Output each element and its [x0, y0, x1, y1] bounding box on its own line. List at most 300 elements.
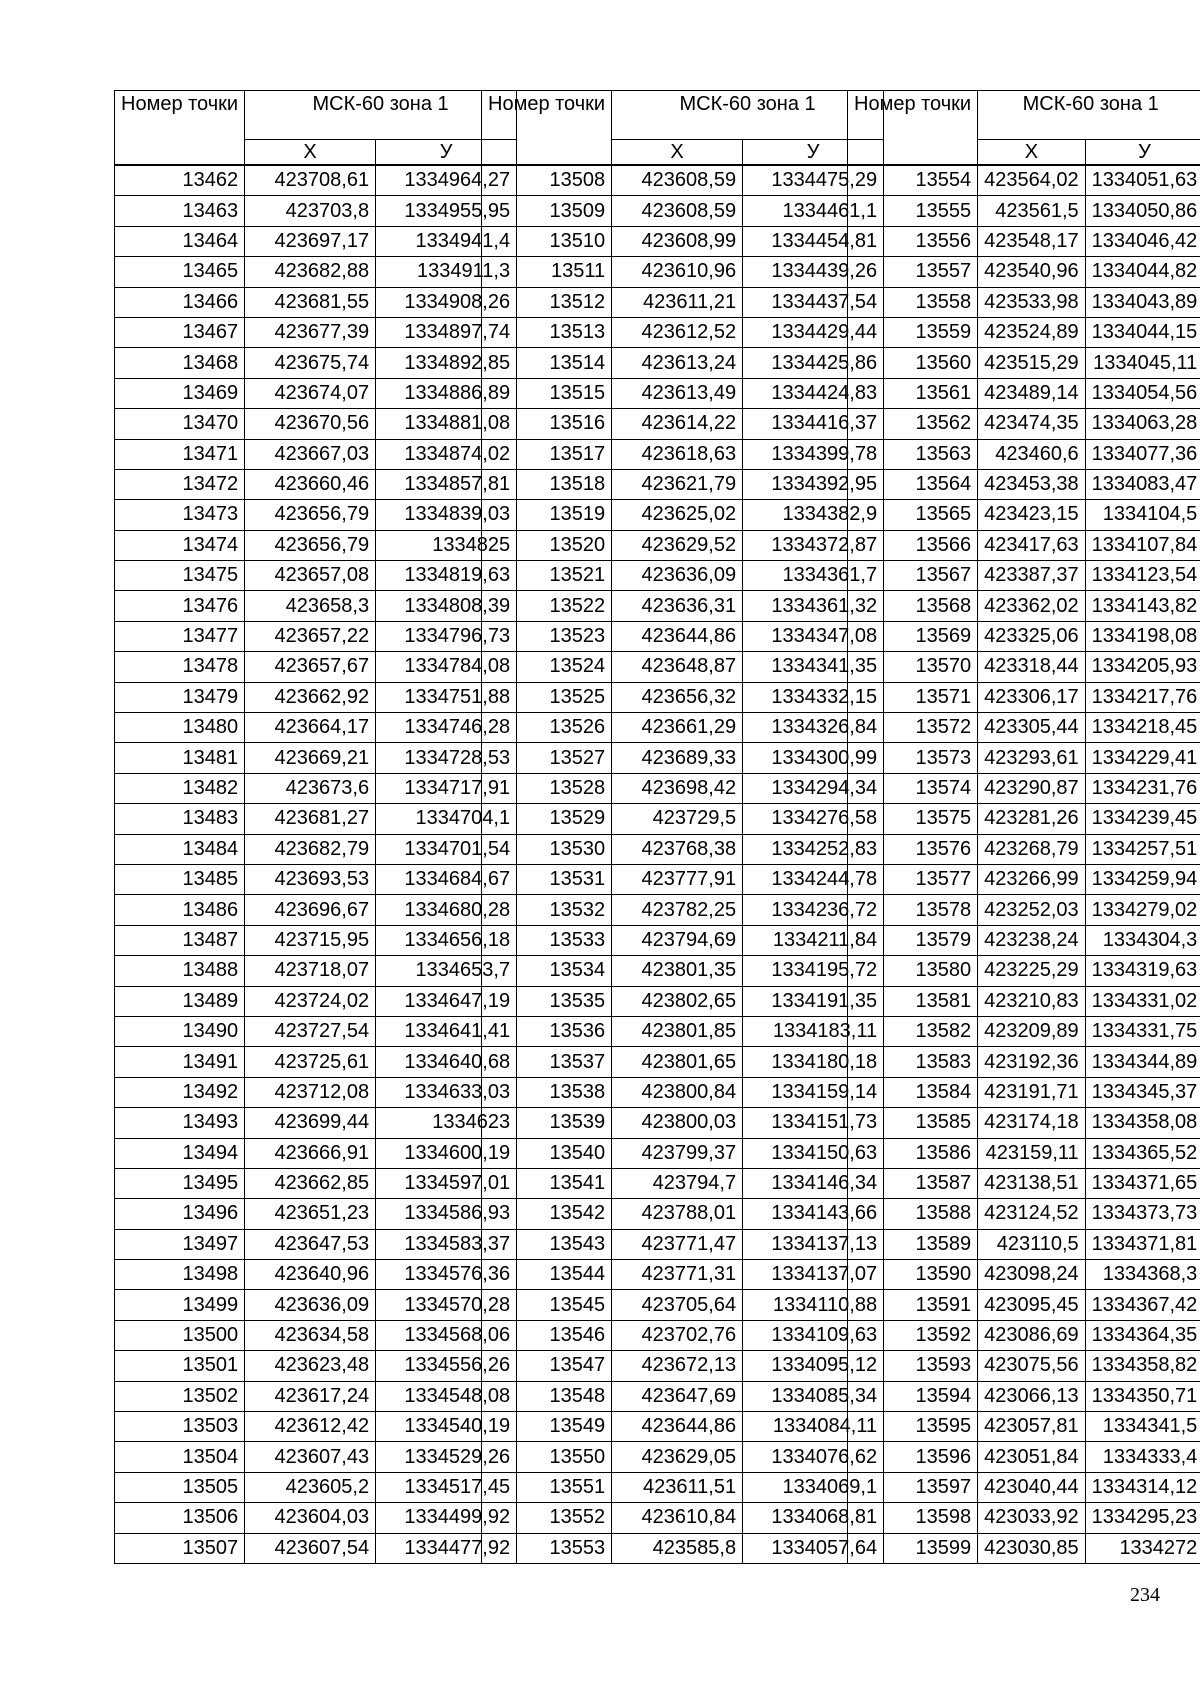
table-row — [482, 500, 884, 530]
x-coordinate-cell: 423387,37 — [978, 561, 1086, 591]
y-coordinate-cell: 1334326,84 — [743, 713, 884, 743]
y-coordinate-cell: 1334063,28 — [1085, 409, 1200, 439]
x-coordinate-cell: 423648,87 — [612, 652, 743, 682]
y-coordinate-cell: 1334314,12 — [1085, 1472, 1200, 1502]
y-coordinate-cell: 1334333,4 — [1085, 1442, 1200, 1472]
x-coordinate-cell: 423605,2 — [245, 1472, 376, 1502]
x-coordinate-cell: 423771,31 — [612, 1260, 743, 1290]
table-row — [115, 1320, 517, 1350]
y-coordinate-cell: 1334239,45 — [1085, 804, 1200, 834]
x-coordinate-cell: 423325,06 — [978, 621, 1086, 651]
x-coordinate-cell: 423453,38 — [978, 469, 1086, 499]
x-coordinate-cell: 423561,5 — [978, 196, 1086, 226]
point-number-cell: 13577 — [848, 864, 978, 894]
table-row — [482, 1229, 884, 1259]
x-coordinate-cell: 423651,23 — [245, 1199, 376, 1229]
point-number-cell: 13590 — [848, 1260, 978, 1290]
point-number-cell: 13522 — [482, 591, 612, 621]
x-coordinate-cell: 423674,07 — [245, 378, 376, 408]
table-row — [848, 378, 1200, 408]
point-number-cell: 13545 — [482, 1290, 612, 1320]
y-coordinate-cell: 1334252,83 — [743, 834, 884, 864]
table-row — [848, 591, 1200, 621]
table-row — [848, 1351, 1200, 1381]
point-number-cell: 13513 — [482, 317, 612, 347]
table-row — [115, 1442, 517, 1472]
y-coordinate-cell: 1334331,75 — [1085, 1016, 1200, 1046]
x-coordinate-cell: 423715,95 — [245, 925, 376, 955]
y-coordinate-cell: 1334083,47 — [1085, 469, 1200, 499]
table-row — [115, 986, 517, 1016]
table-row — [115, 348, 517, 378]
x-coordinate-cell: 423800,84 — [612, 1077, 743, 1107]
point-number-cell: 13505 — [115, 1472, 245, 1502]
point-number-cell: 13515 — [482, 378, 612, 408]
y-coordinate-cell: 1334911,3 — [376, 257, 517, 287]
x-coordinate-cell: 423608,59 — [612, 165, 743, 196]
point-number-cell: 13507 — [115, 1533, 245, 1563]
x-coordinate-cell: 423608,59 — [612, 196, 743, 226]
point-number-cell: 13485 — [115, 864, 245, 894]
y-coordinate-cell: 1334437,54 — [743, 287, 884, 317]
table-row — [482, 287, 884, 317]
table-row — [482, 1503, 884, 1533]
y-column-header: У — [1085, 140, 1200, 166]
y-coordinate-cell: 1334371,81 — [1085, 1229, 1200, 1259]
y-coordinate-cell: 1334751,88 — [376, 682, 517, 712]
table-row — [482, 1290, 884, 1320]
point-number-cell: 13528 — [482, 773, 612, 803]
table-row — [848, 226, 1200, 256]
point-number-cell: 13510 — [482, 226, 612, 256]
point-number-cell: 13490 — [115, 1016, 245, 1046]
point-number-cell: 13476 — [115, 591, 245, 621]
x-coordinate-cell: 423306,17 — [978, 682, 1086, 712]
point-number-cell: 13527 — [482, 743, 612, 773]
table-row — [482, 226, 884, 256]
table-row — [482, 925, 884, 955]
point-number-cell: 13516 — [482, 409, 612, 439]
y-coordinate-cell: 1334367,42 — [1085, 1290, 1200, 1320]
y-coordinate-cell: 1334231,76 — [1085, 773, 1200, 803]
table-row — [482, 409, 884, 439]
y-coordinate-cell: 1334955,95 — [376, 196, 517, 226]
x-coordinate-cell: 423675,74 — [245, 348, 376, 378]
x-coordinate-cell: 423660,46 — [245, 469, 376, 499]
table-row — [482, 378, 884, 408]
table-row — [482, 1138, 884, 1168]
y-coordinate-cell: 1334050,86 — [1085, 196, 1200, 226]
x-coordinate-cell: 423604,03 — [245, 1503, 376, 1533]
x-coordinate-cell: 423682,79 — [245, 834, 376, 864]
x-coordinate-cell: 423708,61 — [245, 165, 376, 196]
y-coordinate-cell: 1334051,63 — [1085, 165, 1200, 196]
y-coordinate-cell: 1334361,32 — [743, 591, 884, 621]
y-coordinate-cell: 1334704,1 — [376, 804, 517, 834]
y-coordinate-cell: 1334897,74 — [376, 317, 517, 347]
table-row — [848, 348, 1200, 378]
table-row — [848, 561, 1200, 591]
point-number-cell: 13540 — [482, 1138, 612, 1168]
point-number-cell: 13482 — [115, 773, 245, 803]
y-coordinate-cell: 1334358,08 — [1085, 1108, 1200, 1138]
x-coordinate-cell: 423656,79 — [245, 500, 376, 530]
y-coordinate-cell: 1334857,81 — [376, 469, 517, 499]
y-coordinate-cell: 1334908,26 — [376, 287, 517, 317]
table-row — [482, 1108, 884, 1138]
point-number-cell: 13592 — [848, 1320, 978, 1350]
x-coordinate-cell: 423460,6 — [978, 439, 1086, 469]
point-number-cell: 13559 — [848, 317, 978, 347]
y-column-header: У — [743, 140, 884, 166]
y-coordinate-cell: 1334964,27 — [376, 165, 517, 196]
x-coordinate-cell: 423661,29 — [612, 713, 743, 743]
table-row — [482, 1533, 884, 1563]
point-number-cell: 13471 — [115, 439, 245, 469]
y-coordinate-cell: 1334043,89 — [1085, 287, 1200, 317]
point-number-cell: 13574 — [848, 773, 978, 803]
page-number: 234 — [1130, 1584, 1160, 1606]
point-number-cell: 13502 — [115, 1381, 245, 1411]
y-coordinate-cell: 1334680,28 — [376, 895, 517, 925]
point-number-cell: 13567 — [848, 561, 978, 591]
point-number-cell: 13519 — [482, 500, 612, 530]
y-coordinate-cell: 1334195,72 — [743, 956, 884, 986]
x-coordinate-cell: 423610,84 — [612, 1503, 743, 1533]
point-number-cell: 13588 — [848, 1199, 978, 1229]
point-number-cell: 13481 — [115, 743, 245, 773]
point-number-cell: 13508 — [482, 165, 612, 196]
point-number-cell: 13474 — [115, 530, 245, 560]
y-coordinate-cell: 1334276,58 — [743, 804, 884, 834]
y-coordinate-cell: 1334364,35 — [1085, 1320, 1200, 1350]
table-row — [848, 1533, 1200, 1563]
y-coordinate-cell: 1334350,71 — [1085, 1381, 1200, 1411]
point-number-cell: 13497 — [115, 1229, 245, 1259]
y-coordinate-cell: 1334372,87 — [743, 530, 884, 560]
y-coordinate-cell: 1334304,3 — [1085, 925, 1200, 955]
y-coordinate-cell: 1334345,37 — [1085, 1077, 1200, 1107]
y-coordinate-cell: 1334382,9 — [743, 500, 884, 530]
x-coordinate-cell: 423293,61 — [978, 743, 1086, 773]
point-number-cell: 13472 — [115, 469, 245, 499]
x-coordinate-cell: 423672,13 — [612, 1351, 743, 1381]
x-coordinate-cell: 423644,86 — [612, 621, 743, 651]
table-row — [115, 621, 517, 651]
point-number-cell: 13469 — [115, 378, 245, 408]
table-row — [848, 1168, 1200, 1198]
point-number-cell: 13552 — [482, 1503, 612, 1533]
y-coordinate-cell: 1334143,82 — [1085, 591, 1200, 621]
y-coordinate-cell: 1334892,85 — [376, 348, 517, 378]
x-coordinate-cell: 423075,56 — [978, 1351, 1086, 1381]
point-number-cell: 13499 — [115, 1290, 245, 1320]
x-coordinate-cell: 423110,5 — [978, 1229, 1086, 1259]
y-coordinate-cell: 1334684,67 — [376, 864, 517, 894]
x-coordinate-cell: 423696,67 — [245, 895, 376, 925]
x-coordinate-cell: 423794,69 — [612, 925, 743, 955]
y-coordinate-cell: 1334137,13 — [743, 1229, 884, 1259]
table-row — [115, 257, 517, 287]
y-coordinate-cell: 1334257,51 — [1085, 834, 1200, 864]
point-number-cell: 13492 — [115, 1077, 245, 1107]
table-row — [115, 773, 517, 803]
point-number-cell: 13488 — [115, 956, 245, 986]
point-number-cell: 13511 — [482, 257, 612, 287]
y-coordinate-cell: 1334279,02 — [1085, 895, 1200, 925]
point-number-cell: 13479 — [115, 682, 245, 712]
point-number-cell: 13560 — [848, 348, 978, 378]
y-coordinate-cell: 1334746,28 — [376, 713, 517, 743]
y-coordinate-cell: 1334272 — [1085, 1533, 1200, 1563]
y-coordinate-cell: 1334392,95 — [743, 469, 884, 499]
x-coordinate-cell: 423515,29 — [978, 348, 1086, 378]
point-number-cell: 13501 — [115, 1351, 245, 1381]
point-number-cell: 13555 — [848, 196, 978, 226]
table-row — [848, 1199, 1200, 1229]
x-coordinate-cell: 423225,29 — [978, 956, 1086, 986]
table-row — [115, 1472, 517, 1502]
x-column-header: X — [978, 140, 1086, 166]
point-number-cell: 13483 — [115, 804, 245, 834]
y-coordinate-cell: 1334044,15 — [1085, 317, 1200, 347]
y-coordinate-cell: 1334475,29 — [743, 165, 884, 196]
point-number-cell: 13470 — [115, 409, 245, 439]
x-coordinate-cell: 423318,44 — [978, 652, 1086, 682]
point-number-cell: 13597 — [848, 1472, 978, 1502]
x-coordinate-cell: 423266,99 — [978, 864, 1086, 894]
point-number-cell: 13573 — [848, 743, 978, 773]
table-row — [848, 956, 1200, 986]
table-row — [848, 439, 1200, 469]
point-number-cell: 13529 — [482, 804, 612, 834]
y-coordinate-cell: 1334576,36 — [376, 1260, 517, 1290]
x-coordinate-cell: 423417,63 — [978, 530, 1086, 560]
point-number-cell: 13565 — [848, 500, 978, 530]
point-number-cell: 13595 — [848, 1412, 978, 1442]
point-number-cell: 13541 — [482, 1168, 612, 1198]
point-number-cell: 13525 — [482, 682, 612, 712]
point-number-cell: 13503 — [115, 1412, 245, 1442]
table-row — [848, 469, 1200, 499]
point-number-cell: 13550 — [482, 1442, 612, 1472]
point-number-cell: 13526 — [482, 713, 612, 743]
y-coordinate-cell: 1334084,11 — [743, 1412, 884, 1442]
y-coordinate-cell: 1334123,54 — [1085, 561, 1200, 591]
point-number-cell: 13493 — [115, 1108, 245, 1138]
x-coordinate-cell: 423362,02 — [978, 591, 1086, 621]
y-coordinate-cell: 1334332,15 — [743, 682, 884, 712]
y-coordinate-cell: 1334548,08 — [376, 1381, 517, 1411]
table-row — [482, 1381, 884, 1411]
x-coordinate-cell: 423801,85 — [612, 1016, 743, 1046]
point-number-cell: 13468 — [115, 348, 245, 378]
point-number-cell: 13486 — [115, 895, 245, 925]
table-row — [848, 1138, 1200, 1168]
table-row — [115, 1077, 517, 1107]
y-coordinate-cell: 1334344,89 — [1085, 1047, 1200, 1077]
x-coordinate-cell: 423040,44 — [978, 1472, 1086, 1502]
table-row — [848, 196, 1200, 226]
table-row — [115, 743, 517, 773]
point-number-cell: 13523 — [482, 621, 612, 651]
x-coordinate-cell: 423664,17 — [245, 713, 376, 743]
table-row — [848, 317, 1200, 347]
x-coordinate-cell: 423698,42 — [612, 773, 743, 803]
table-row — [482, 1320, 884, 1350]
table-row — [115, 713, 517, 743]
x-coordinate-cell: 423801,65 — [612, 1047, 743, 1077]
coordinates-table-3 — [847, 90, 1200, 1564]
y-coordinate-cell: 1334150,63 — [743, 1138, 884, 1168]
point-number-cell: 13579 — [848, 925, 978, 955]
y-coordinate-cell: 1334259,94 — [1085, 864, 1200, 894]
point-number-cell: 13564 — [848, 469, 978, 499]
point-number-cell: 13520 — [482, 530, 612, 560]
table-row — [482, 348, 884, 378]
point-number-cell: 13570 — [848, 652, 978, 682]
table-row — [115, 409, 517, 439]
y-coordinate-cell: 1334633,03 — [376, 1077, 517, 1107]
y-coordinate-cell: 1334429,44 — [743, 317, 884, 347]
y-coordinate-cell: 1334300,99 — [743, 743, 884, 773]
y-coordinate-cell: 1334143,66 — [743, 1199, 884, 1229]
table-row — [482, 1047, 884, 1077]
point-number-cell: 13532 — [482, 895, 612, 925]
y-coordinate-cell: 1334796,73 — [376, 621, 517, 651]
x-coordinate-cell: 423794,7 — [612, 1168, 743, 1198]
y-coordinate-cell: 1334347,08 — [743, 621, 884, 651]
table-row — [482, 1016, 884, 1046]
point-number-cell: 13589 — [848, 1229, 978, 1259]
table-row — [115, 1168, 517, 1198]
y-coordinate-cell: 1334640,68 — [376, 1047, 517, 1077]
y-coordinate-cell: 1334499,92 — [376, 1503, 517, 1533]
table-row — [115, 1260, 517, 1290]
x-coordinate-cell: 423703,8 — [245, 196, 376, 226]
table-row — [115, 439, 517, 469]
x-coordinate-cell: 423540,96 — [978, 257, 1086, 287]
y-coordinate-cell: 1334461,1 — [743, 196, 884, 226]
x-coordinate-cell: 423066,13 — [978, 1381, 1086, 1411]
y-coordinate-cell: 1334361,7 — [743, 561, 884, 591]
table-row — [848, 1412, 1200, 1442]
y-coordinate-cell: 1334358,82 — [1085, 1351, 1200, 1381]
x-coordinate-cell: 423681,55 — [245, 287, 376, 317]
point-number-cell: 13477 — [115, 621, 245, 651]
y-coordinate-cell: 1334180,18 — [743, 1047, 884, 1077]
table-row — [848, 1503, 1200, 1533]
x-coordinate-cell: 423098,24 — [978, 1260, 1086, 1290]
y-coordinate-cell: 1334808,39 — [376, 591, 517, 621]
y-column-header: У — [376, 140, 517, 166]
y-coordinate-cell: 1334077,36 — [1085, 439, 1200, 469]
table-row — [115, 925, 517, 955]
y-coordinate-cell: 1334295,23 — [1085, 1503, 1200, 1533]
y-coordinate-cell: 1334045,11 — [1085, 348, 1200, 378]
x-coordinate-cell: 423727,54 — [245, 1016, 376, 1046]
table-row — [848, 1047, 1200, 1077]
y-coordinate-cell: 1334331,02 — [1085, 986, 1200, 1016]
x-coordinate-cell: 423209,89 — [978, 1016, 1086, 1046]
x-coordinate-cell: 423647,69 — [612, 1381, 743, 1411]
x-coordinate-cell: 423612,42 — [245, 1412, 376, 1442]
x-coordinate-cell: 423725,61 — [245, 1047, 376, 1077]
coordinate-system-header: МСК-60 зона 1 — [978, 91, 1200, 140]
y-coordinate-cell: 1334159,14 — [743, 1077, 884, 1107]
table-row — [482, 317, 884, 347]
point-number-cell: 13517 — [482, 439, 612, 469]
point-number-cell: 13533 — [482, 925, 612, 955]
x-coordinate-cell: 423051,84 — [978, 1442, 1086, 1472]
table-row — [848, 743, 1200, 773]
point-number-cell: 13463 — [115, 196, 245, 226]
x-coordinate-cell: 423625,02 — [612, 500, 743, 530]
y-coordinate-cell: 1334057,64 — [743, 1533, 884, 1563]
table-row — [482, 1199, 884, 1229]
coordinates-table-1 — [114, 90, 517, 1564]
point-number-cell: 13593 — [848, 1351, 978, 1381]
point-number-cell: 13484 — [115, 834, 245, 864]
x-coordinate-cell: 423608,99 — [612, 226, 743, 256]
point-number-cell: 13494 — [115, 1138, 245, 1168]
point-number-cell: 13563 — [848, 439, 978, 469]
point-number-cell: 13576 — [848, 834, 978, 864]
point-number-cell: 13578 — [848, 895, 978, 925]
table-row — [482, 652, 884, 682]
table-row — [115, 591, 517, 621]
point-number-cell: 13568 — [848, 591, 978, 621]
y-coordinate-cell: 1334623 — [376, 1108, 517, 1138]
y-coordinate-cell: 1334656,18 — [376, 925, 517, 955]
point-number-cell: 13521 — [482, 561, 612, 591]
x-coordinate-cell: 423618,63 — [612, 439, 743, 469]
table-row — [482, 257, 884, 287]
table-row — [482, 439, 884, 469]
x-coordinate-cell: 423138,51 — [978, 1168, 1086, 1198]
y-coordinate-cell: 1334109,63 — [743, 1320, 884, 1350]
point-number-cell: 13569 — [848, 621, 978, 651]
y-coordinate-cell: 1334341,5 — [1085, 1412, 1200, 1442]
point-number-cell: 13498 — [115, 1260, 245, 1290]
table-row — [482, 682, 884, 712]
table-row — [848, 713, 1200, 743]
y-coordinate-cell: 1334540,19 — [376, 1412, 517, 1442]
point-number-cell: 13596 — [848, 1442, 978, 1472]
x-coordinate-cell: 423623,48 — [245, 1351, 376, 1381]
table-row — [115, 895, 517, 925]
table-row — [115, 1229, 517, 1259]
point-number-cell: 13464 — [115, 226, 245, 256]
table-row — [115, 682, 517, 712]
table-row — [848, 834, 1200, 864]
y-coordinate-cell: 1334198,08 — [1085, 621, 1200, 651]
table-row — [482, 1442, 884, 1472]
table-row — [848, 530, 1200, 560]
point-number-cell: 13582 — [848, 1016, 978, 1046]
x-coordinate-cell: 423712,08 — [245, 1077, 376, 1107]
table-row — [115, 1351, 517, 1381]
table-row — [115, 1290, 517, 1320]
table-row — [848, 804, 1200, 834]
y-coordinate-cell: 1334229,41 — [1085, 743, 1200, 773]
y-coordinate-cell: 1334570,28 — [376, 1290, 517, 1320]
point-number-cell: 13495 — [115, 1168, 245, 1198]
x-coordinate-cell: 423662,85 — [245, 1168, 376, 1198]
x-column-header: X — [245, 140, 376, 166]
y-coordinate-cell: 1334046,42 — [1085, 226, 1200, 256]
x-coordinate-cell: 423647,53 — [245, 1229, 376, 1259]
